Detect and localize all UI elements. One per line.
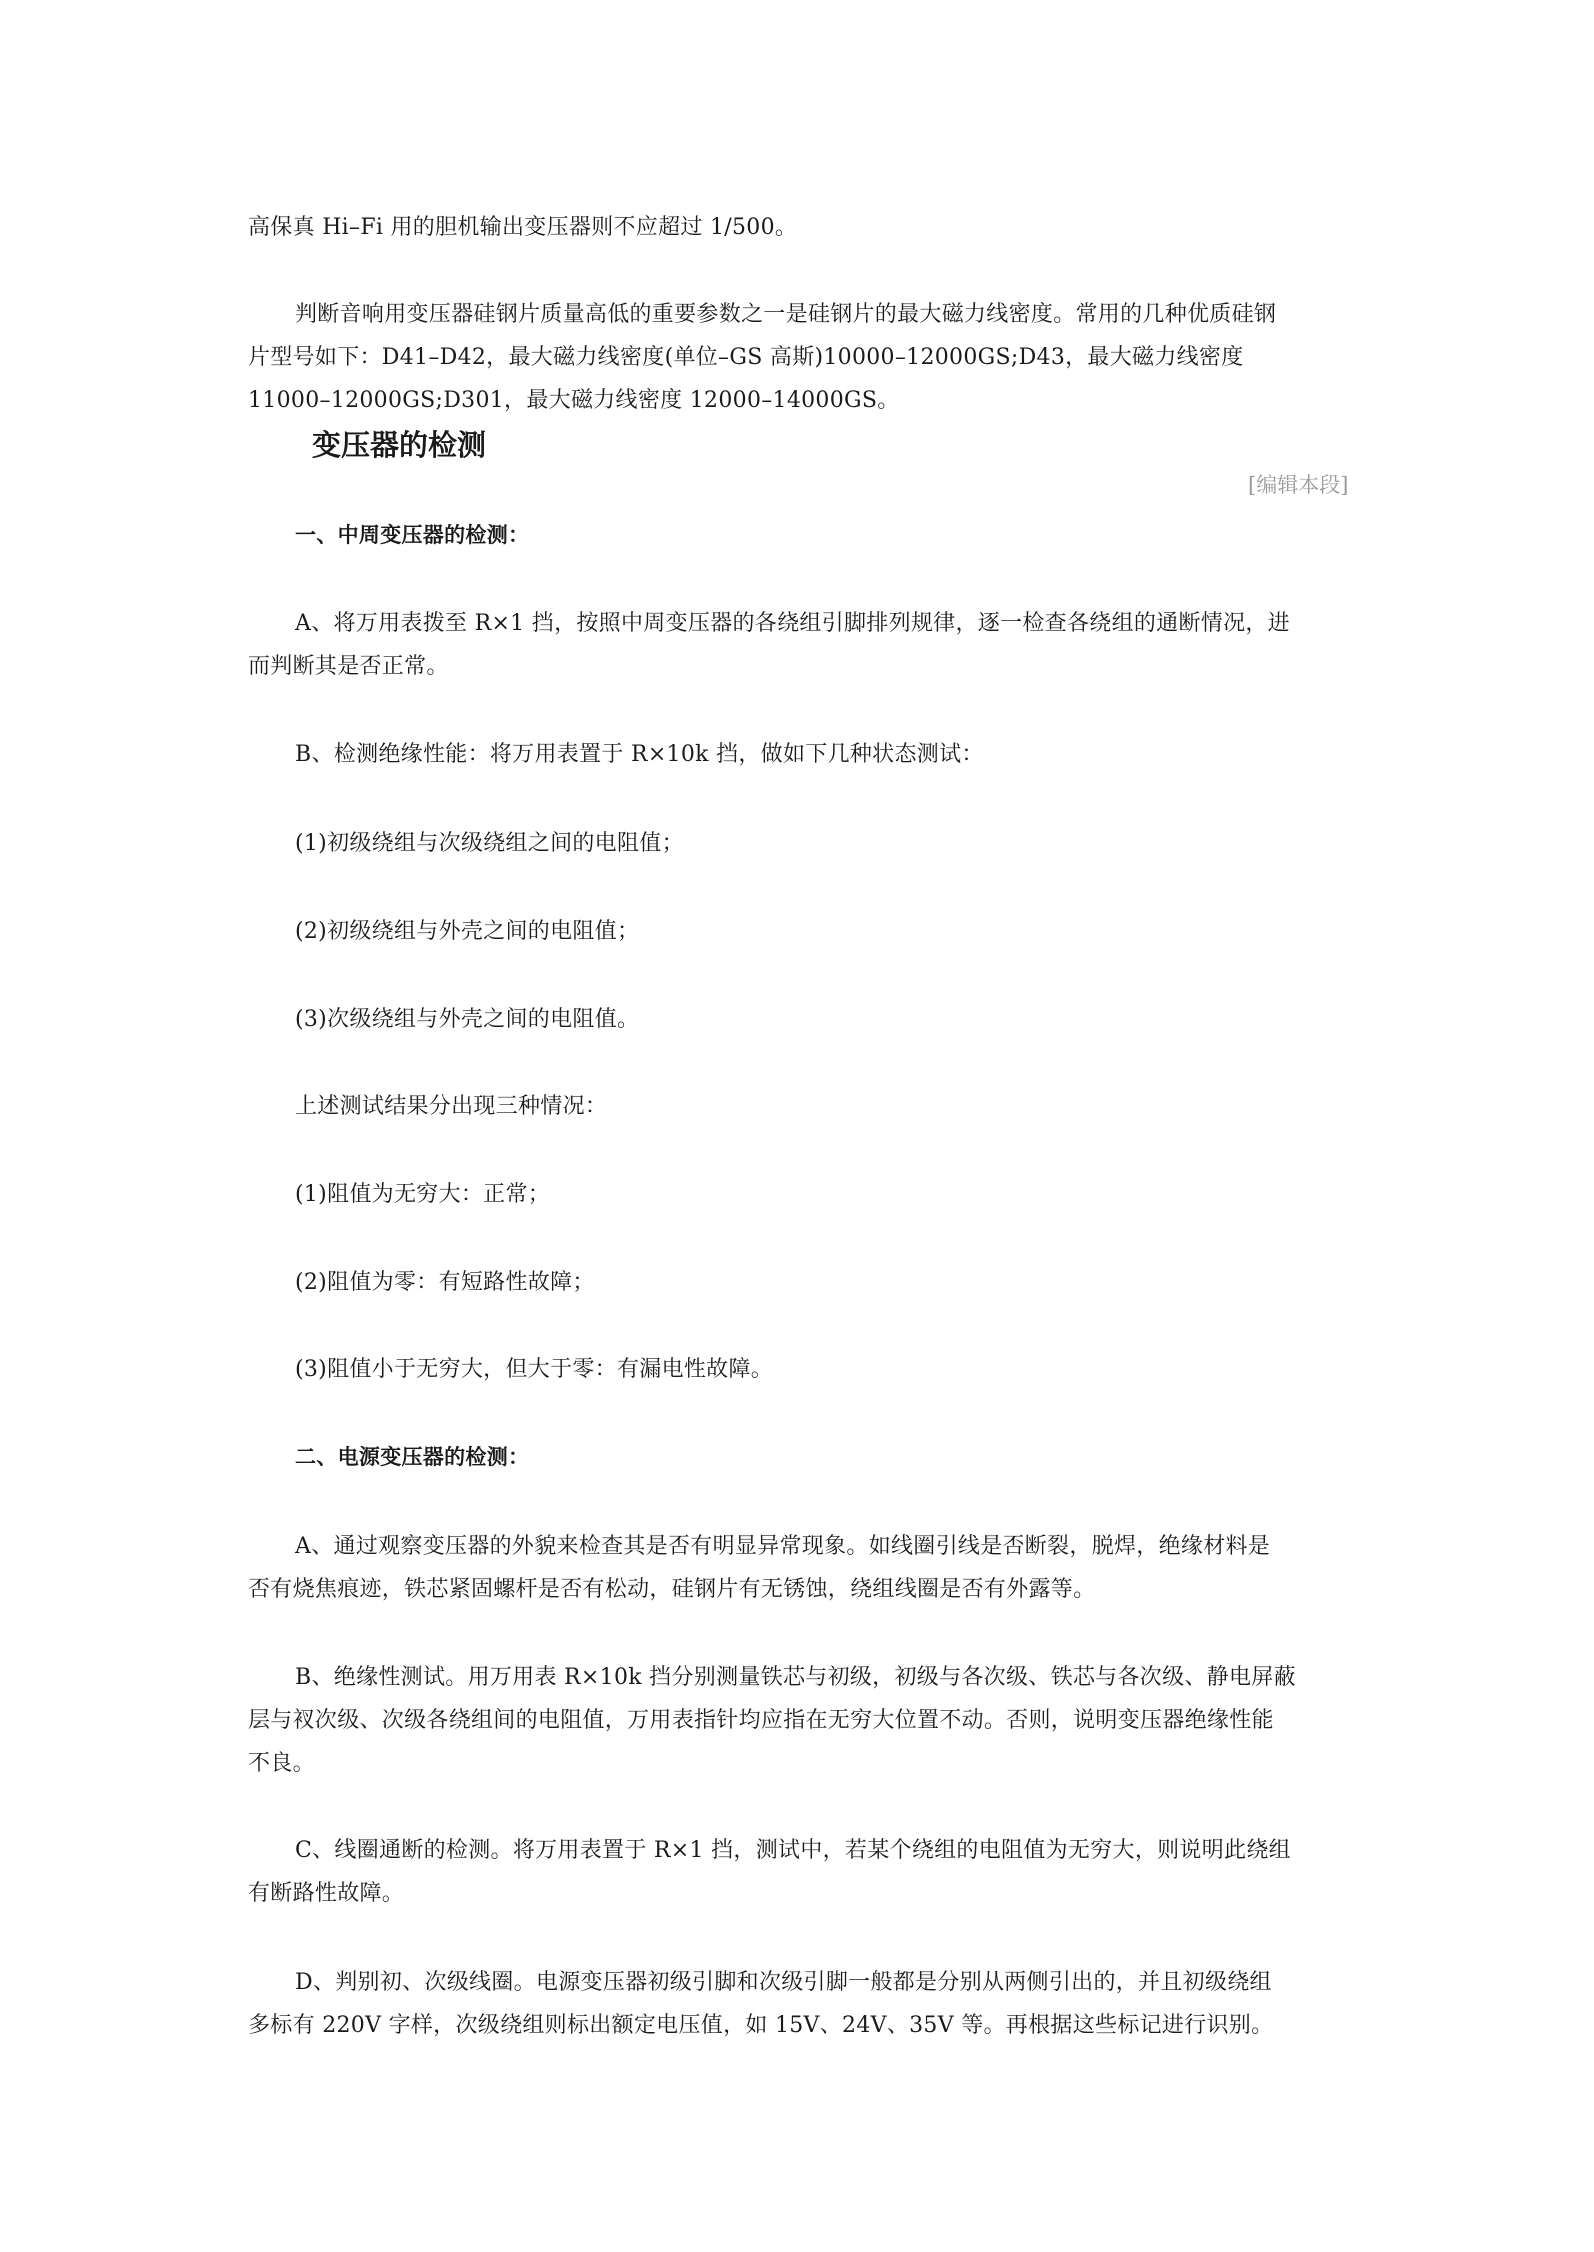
intro-paragraph-1: 高保真 Hi–Fi 用的胆机输出变压器则不应超过 1/500。 [248,215,798,240]
part2-c-line-1: C、线圈通断的检测。将万用表置于 R×1 挡，测试中，若某个绕组的电阻值为无穷大，则说明此绕组 [295,1838,1291,1863]
part1-a-line-1: A、将万用表拨至 R×1 挡，按照中周变压器的各绕组引脚排列规律，逐一检查各绕组的通断情况，进 [295,611,1290,636]
part1-result-2: (2)阻值为零：有短路性故障； [295,1270,595,1295]
part1-item-2: (2)初级绕组与外壳之间的电阻值； [295,919,640,944]
part2-b-line-3: 不良。 [248,1751,315,1776]
part1-item-1: (1)初级绕组与次级绕组之间的电阻值； [295,831,684,856]
part2-a-line-2: 否有烧焦痕迹，铁芯紧固螺杆是否有松动，硅钢片有无锈蚀，绕组线圈是否有外露等。 [248,1577,1096,1602]
part1-result-1: (1)阻值为无穷大：正常； [295,1182,551,1207]
part2-d-line-2: 多标有 220V 字样，次级绕组则标出额定电压值，如 15V、24V、35V 等。再根据这些标记进行识别。 [248,2013,1274,2038]
part2-c-line-2: 有断路性故障。 [248,1881,405,1906]
part2-heading: 二、电源变压器的检测： [295,1445,530,1469]
intro-paragraph-2-line-1: 判断音响用变压器硅钢片质量高低的重要参数之一是硅钢片的最大磁力线密度。常用的几种优质硅钢 [295,302,1277,327]
intro-paragraph-2-line-3: 11000–12000GS;D301，最大磁力线密度 12000–14000GS。 [248,388,900,413]
part1-result-intro: 上述测试结果分出现三种情况： [295,1094,608,1119]
edit-section-link[interactable]: [编辑本段] [1248,473,1349,497]
part2-a-line-1: A、通过观察变压器的外貌来检查其是否有明显异常现象。如线圈引线是否断裂，脱焊，绝缘材料是 [295,1534,1271,1559]
intro-paragraph-2-line-2: 片型号如下：D41–D42，最大磁力线密度(单位–GS 高斯)10000–12000GS;D43，最大磁力线密度 [248,345,1244,370]
part1-heading: 一、中周变压器的检测： [295,523,530,547]
part2-b-line-1: B、绝缘性测试。用万用表 R×10k 挡分别测量铁芯与初级，初级与各次级、铁芯与各次级、静电屏蔽 [295,1665,1296,1690]
part2-d-line-1: D、判别初、次级线圈。电源变压器初级引脚和次级引脚一般都是分别从两侧引出的，并且初级绕组 [295,1970,1272,1995]
part1-result-3: (3)阻值小于无穷大，但大于零：有漏电性故障。 [295,1357,774,1382]
section-title: 变压器的检测 [312,428,487,462]
part2-b-line-2: 层与衩次级、次级各绕组间的电阻值，万用表指针均应指在无穷大位置不动。否则，说明变压器绝缘性能 [248,1708,1274,1733]
part1-b-line-1: B、检测绝缘性能：将万用表置于 R×10k 挡，做如下几种状态测试： [295,742,984,767]
part1-item-3: (3)次级绕组与外壳之间的电阻值。 [295,1007,640,1032]
part1-a-line-2: 而判断其是否正常。 [248,654,449,679]
